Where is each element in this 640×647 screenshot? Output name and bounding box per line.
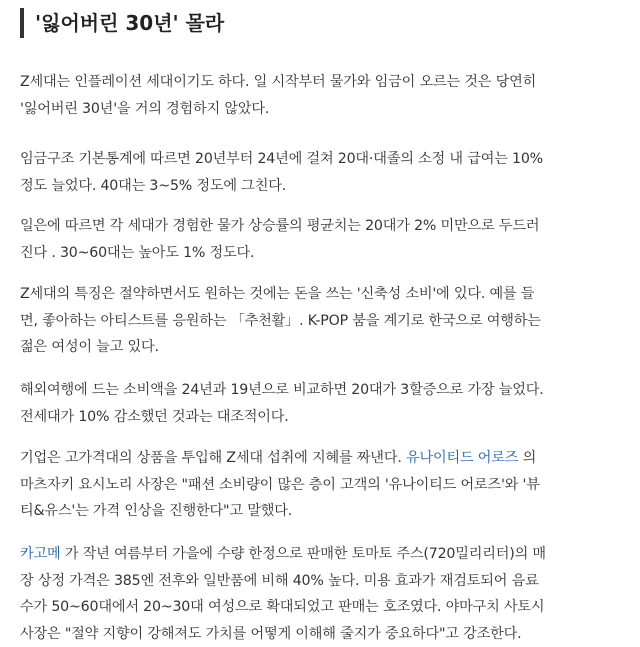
text-segment: 의	[518, 450, 536, 466]
text-line: 사장은 "절약 지향이 강해져도 가치를 어떻게 이해해 줄지가 중요하다"고 강조한다.	[20, 621, 546, 647]
text-line: 정도 늘었다. 40대는 3~5% 정도에 그친다.	[20, 173, 543, 200]
text-line: 면, 좋아하는 아티스트를 응원하는 「추천활」. K-POP 붐을 계기로 한국으로 여행하는	[20, 308, 541, 335]
text-line: 수가 50~60대에서 20~30대 여성으로 확대되었고 판매는 호조였다. 야마구치 사토시	[20, 594, 546, 621]
article	[20, 8, 625, 38]
paragraph-flexible-consumption	[20, 281, 541, 361]
text-line: 티&유스'는 가격 인상을 진행한다"고 말했다.	[20, 498, 540, 525]
paragraph-boj-inflation	[20, 213, 539, 266]
text-line: '잃어버린 30년'을 거의 경험하지 않았다.	[20, 96, 536, 123]
text-line: 장 상정 가격은 385엔 전후와 일반품에 비해 40% 높다. 미용 효과가 재검토되어 음료	[20, 568, 546, 595]
text-line	[20, 445, 540, 472]
text-line: 전세대가 10% 감소했던 것과는 대조적이다.	[20, 404, 544, 431]
kagome-link[interactable]: 카고메	[20, 546, 61, 562]
paragraph-kagome	[20, 541, 546, 647]
paragraph-overseas-travel	[20, 377, 544, 430]
text-line: 진다 . 30~60대는 높아도 1% 정도다.	[20, 240, 539, 267]
text-segment: 기업은 고가격대의 상품을 투입해 Z세대 섭취에 지혜를 짜낸다.	[20, 450, 406, 466]
paragraph-united-arrows	[20, 445, 540, 525]
text-line: 마츠자키 요시노리 사장은 "패션 소비량이 많은 층이 고객의 '유나이티드 어로즈'와 '뷰	[20, 472, 540, 499]
text-line	[20, 541, 546, 568]
text-segment: 가 작년 여름부터 가을에 수량 한정으로 판매한 토마토 주스(720밀리리터)의 매	[61, 546, 546, 562]
text-line: Z세대는 인플레이션 세대이기도 하다. 일 시작부터 물가와 임금이 오르는 것은 당연히	[20, 69, 536, 96]
text-line: Z세대의 특징은 절약하면서도 원하는 것에는 돈을 쓰는 '신축성 소비'에 있다. 예를 들	[20, 281, 541, 308]
section-heading: '잃어버린 30년' 몰라	[20, 8, 625, 38]
united-arrows-link[interactable]: 유나이티드 어로즈	[406, 450, 518, 466]
text-line: 해외여행에 드는 소비액을 24년과 19년으로 비교하면 20대가 3할증으로 가장 늘었다.	[20, 377, 544, 404]
paragraph-z-generation-inflation	[20, 69, 536, 122]
text-line: 임금구조 기본통계에 따르면 20년부터 24년에 걸쳐 20대·대졸의 소정 내 급여는 10%	[20, 146, 543, 173]
text-line: 일은에 따르면 각 세대가 경험한 물가 상승률의 평균치는 20대가 2% 미만으로 두드러	[20, 213, 539, 240]
text-line: 젊은 여성이 늘고 있다.	[20, 334, 541, 361]
paragraph-wage-statistics	[20, 146, 543, 199]
